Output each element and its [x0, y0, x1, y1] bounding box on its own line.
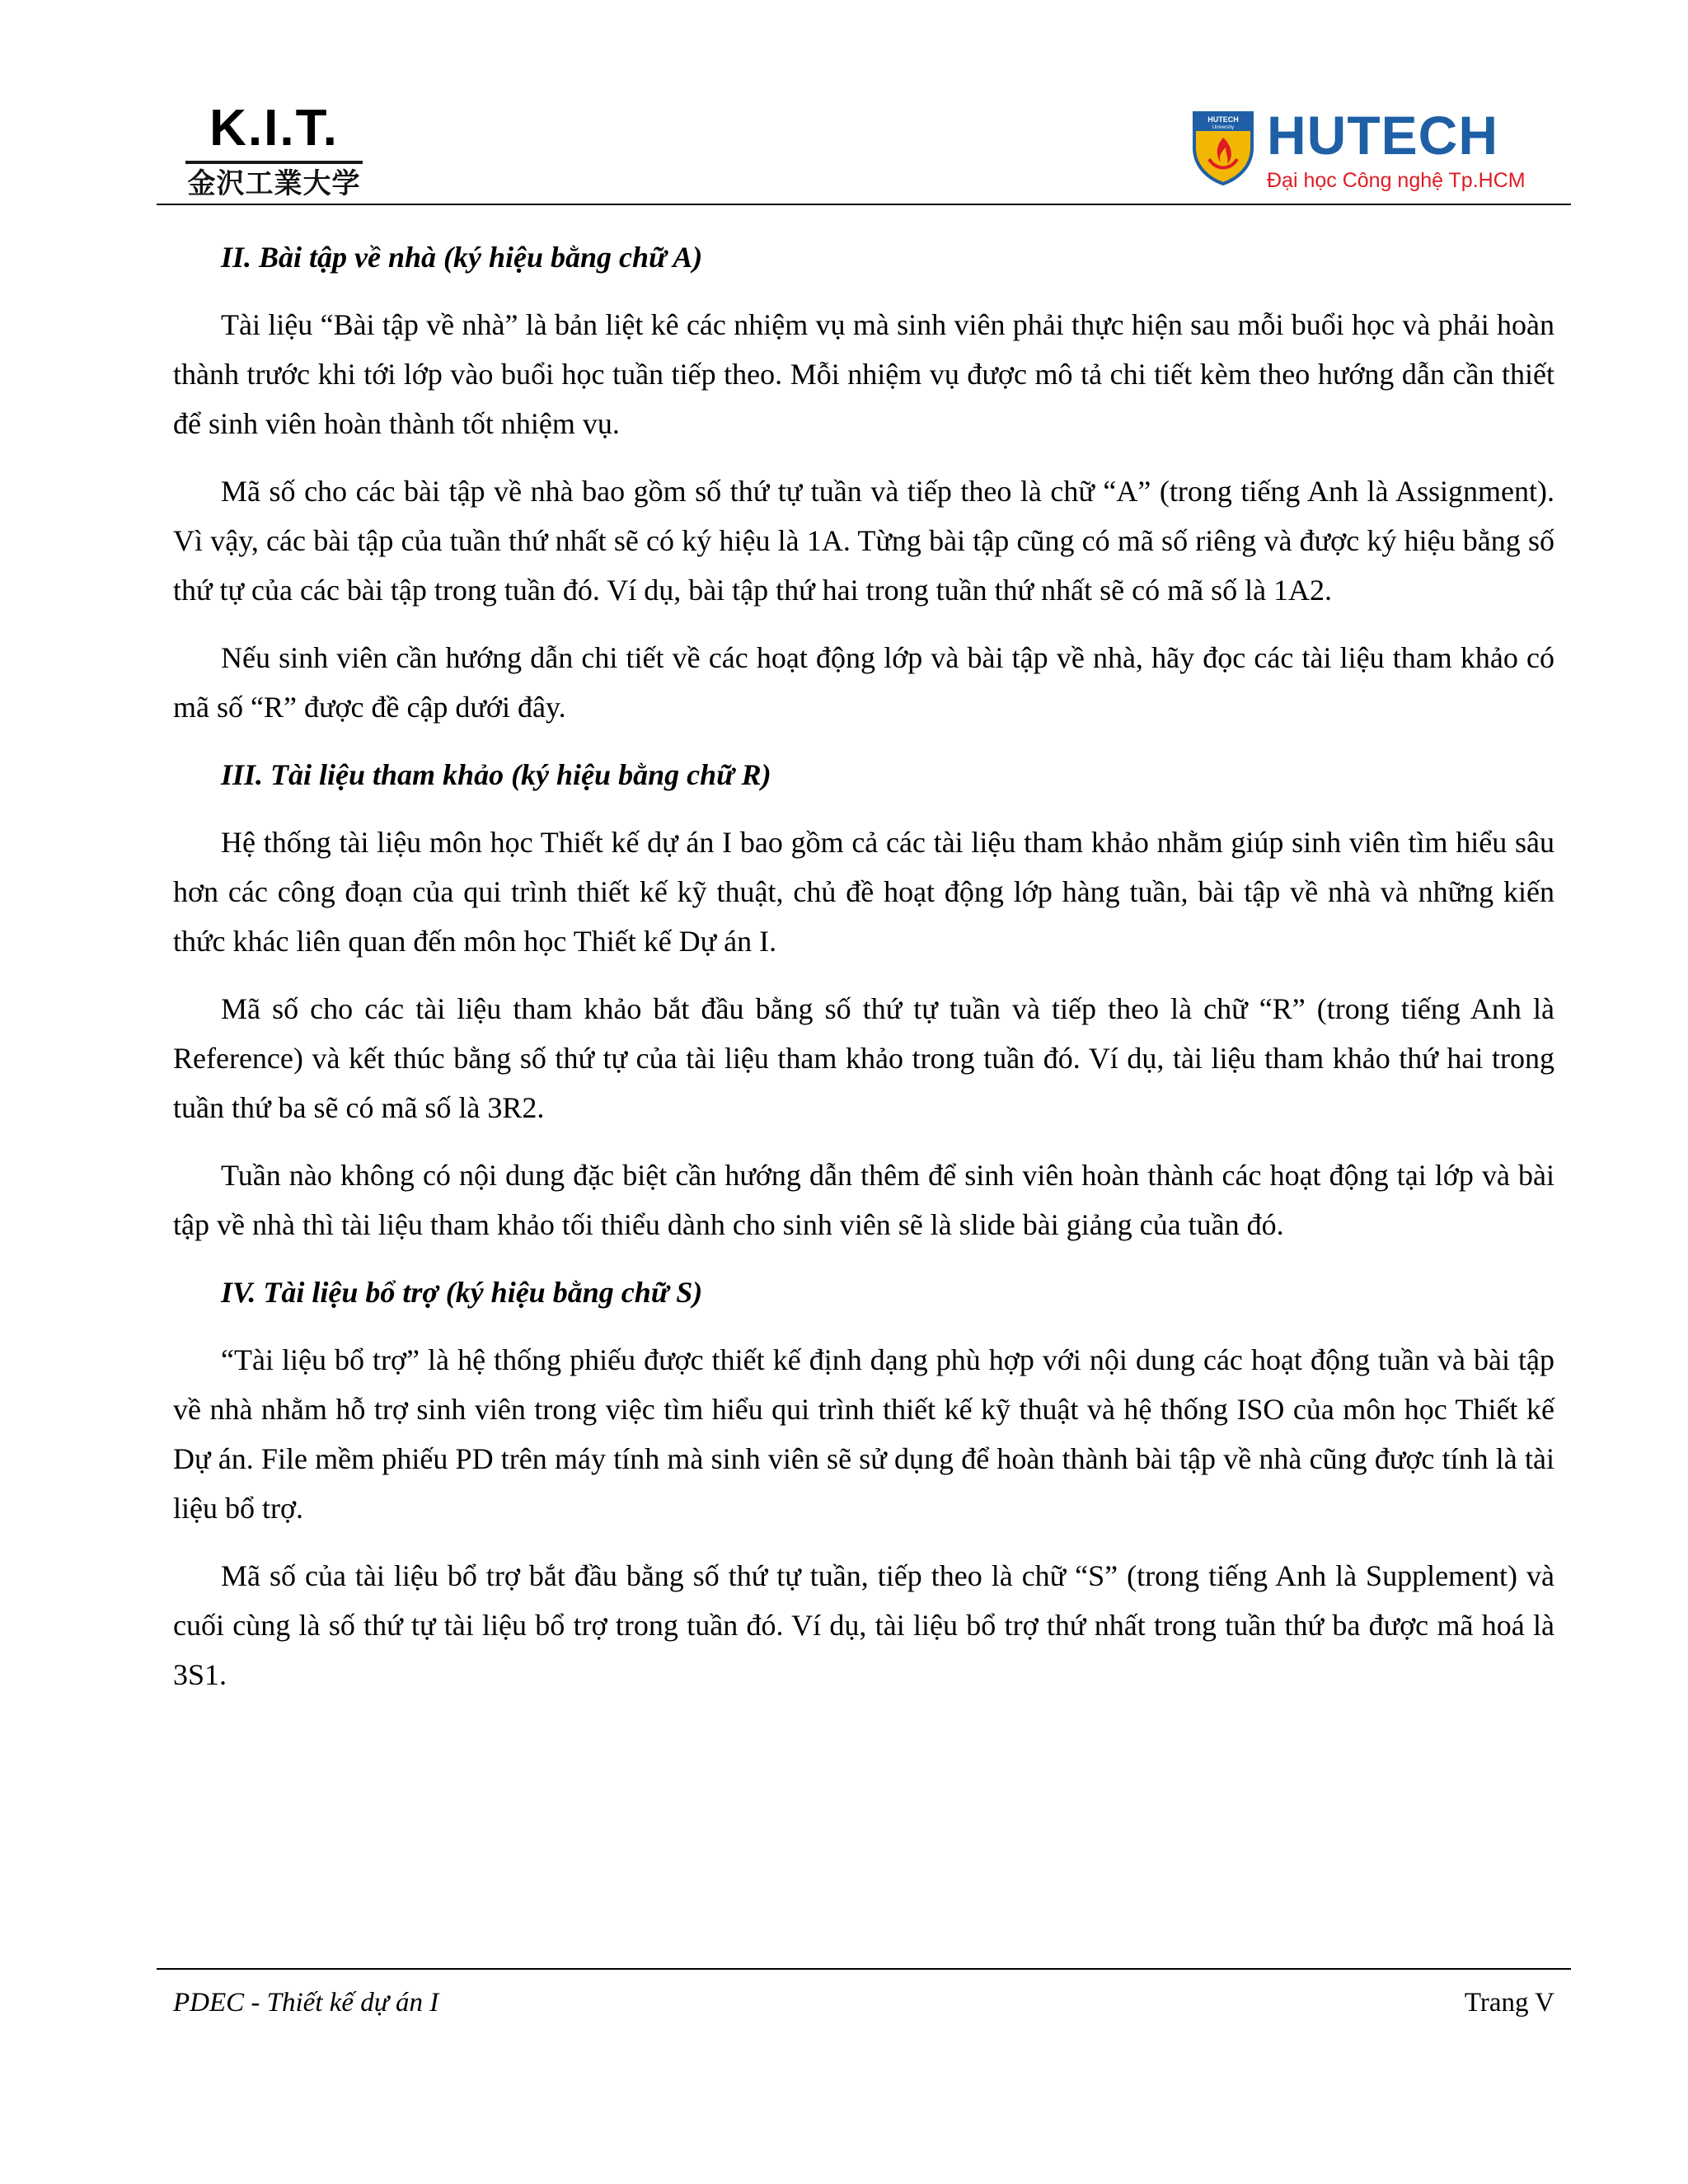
footer-document-title: PDEC - Thiết kế dự án I: [173, 1988, 439, 2018]
footer-page-number: Trang V: [1464, 1988, 1554, 2018]
page-header: [157, 91, 1574, 206]
section-heading-references: III. Tài liệu tham khảo (ký hiệu bằng chữ R): [221, 758, 771, 791]
svg-text:HUTECH: HUTECH: [1207, 115, 1239, 124]
paragraph: Tuần nào không có nội dung đặc biệt cần hướng dẫn thêm để sinh viên hoàn thành các hoạt động tại lớp và bài tập về nhà thì tài liệu tham khảo tối thiểu dành cho sinh viên sẽ là slide bài giảng của tuần đó.: [173, 1159, 1554, 1241]
paragraph: Hệ thống tài liệu môn học Thiết kế dự án I bao gồm cả các tài liệu tham khảo nhằm giúp sinh viên tìm hiểu sâu hơn các công đoạn của qui trình thiết kế kỹ thuật, chủ đề hoạt động lớp hàng tuần, bài tập về nhà và những kiến thức khác liên quan đến môn học Thiết kế Dự án I.: [173, 826, 1554, 958]
paragraph: Mã số cho các tài liệu tham khảo bắt đầu bằng số thứ tự tuần và tiếp theo là chữ “R” (trong tiếng Anh là Reference) và kết thúc bằng số thứ tự của tài liệu tham khảo trong tuần đó. Ví dụ, tài liệu tham khảo thứ hai trong tuần thứ ba sẽ có mã số là 3R2.: [173, 992, 1554, 1124]
kit-logo-letters: K.I.T.: [209, 100, 339, 157]
footer-divider: [157, 1968, 1571, 1970]
kit-logo: [185, 100, 363, 200]
paragraph: Tài liệu “Bài tập về nhà” là bản liệt kê các nhiệm vụ mà sinh viên phải thực hiện sau mỗi buổi học và phải hoàn thành trước khi tới lớp vào buổi học tuần tiếp theo. Mỗi nhiệm vụ được mô tả chi tiết kèm theo hướng dẫn cần thiết để sinh viên hoàn thành tốt nhiệm vụ.: [173, 308, 1554, 440]
hutech-wordmark: HUTECH: [1267, 105, 1498, 166]
hutech-tagline: Đại học Công nghệ Tp.HCM: [1267, 169, 1526, 192]
paragraph: “Tài liệu bổ trợ” là hệ thống phiếu được thiết kế định dạng phù hợp với nội dung các hoạt động tuần và bài tập về nhà nhằm hỗ trợ sinh viên trong việc tìm hiểu qui trình thiết kế kỹ thuật và hệ thống ISO của môn học Thiết kế Dự án. File mềm phiếu PD trên máy tính mà sinh viên sẽ sử dụng để hoàn thành bài tập về nhà cũng được tính là tài liệu bổ trợ.: [173, 1343, 1554, 1525]
svg-text:University: University: [1212, 125, 1235, 130]
header-divider: [157, 204, 1571, 205]
section-heading-assignments: II. Bài tập về nhà (ký hiệu bằng chữ A): [221, 241, 703, 274]
hutech-shield-icon: [1191, 110, 1255, 185]
paragraph: Mã số của tài liệu bổ trợ bắt đầu bằng số thứ tự tuần, tiếp theo là chữ “S” (trong tiếng Anh là Supplement) và cuối cùng là số thứ tự tài liệu bổ trợ trong tuần đó. Ví dụ, tài liệu bổ trợ thứ nhất trong tuần thứ ba được mã hoá là 3S1.: [173, 1559, 1554, 1691]
document-body: [173, 232, 1554, 1718]
hutech-logo: [1191, 103, 1537, 198]
kit-logo-rule: [185, 161, 363, 164]
paragraph: Nếu sinh viên cần hướng dẫn chi tiết về các hoạt động lớp và bài tập về nhà, hãy đọc các tài liệu tham khảo có mã số “R” được đề cập dưới đây.: [173, 641, 1554, 724]
kit-logo-japanese: 金沢工業大学: [187, 167, 361, 200]
paragraph: Mã số cho các bài tập về nhà bao gồm số thứ tự tuần và tiếp theo là chữ “A” (trong tiếng Anh là Assignment). Vì vậy, các bài tập của tuần thứ nhất sẽ có ký hiệu là 1A. Từng bài tập cũng có mã số riêng và được ký hiệu bằng số thứ tự của các bài tập trong tuần đó. Ví dụ, bài tập thứ hai trong tuần thứ nhất sẽ có mã số là 1A2.: [173, 475, 1554, 607]
section-heading-supplements: IV. Tài liệu bổ trợ (ký hiệu bằng chữ S): [221, 1276, 703, 1309]
